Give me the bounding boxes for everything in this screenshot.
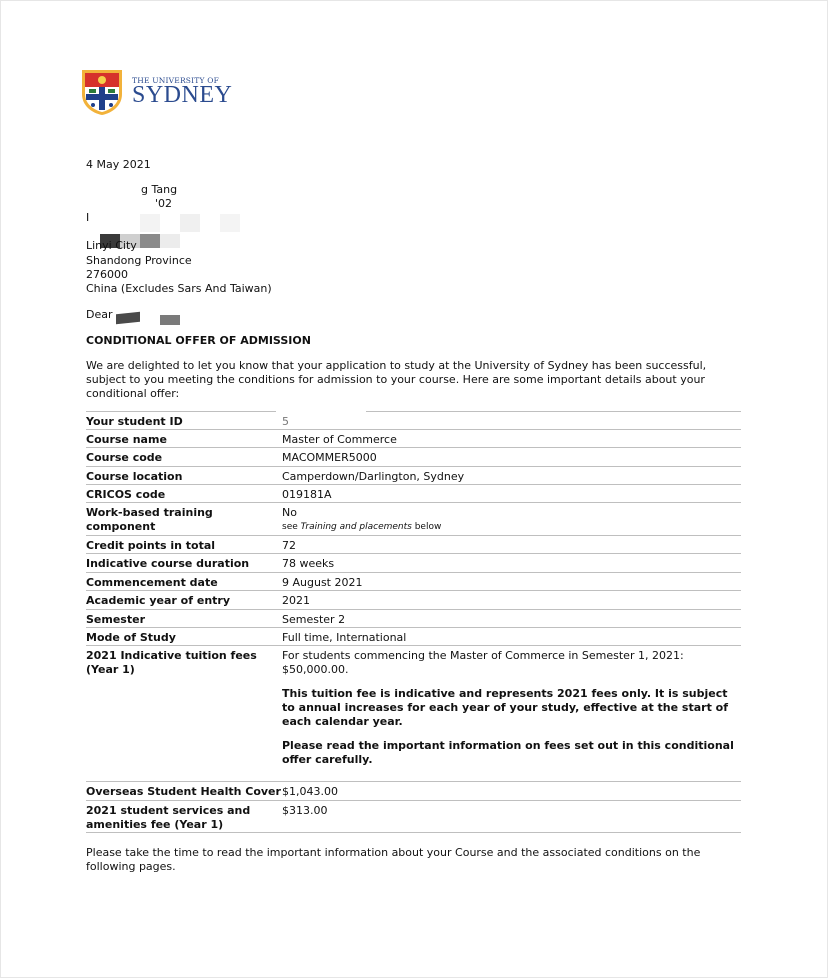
table-row bbox=[86, 781, 741, 799]
row-value: 5 bbox=[282, 415, 289, 428]
row-label: Mode of Study bbox=[86, 631, 176, 644]
country: China (Excludes Sars And Taiwan) bbox=[86, 282, 272, 295]
offer-heading: CONDITIONAL OFFER OF ADMISSION bbox=[86, 334, 311, 347]
redaction-block bbox=[140, 214, 160, 232]
postcode: 276000 bbox=[86, 268, 128, 281]
training-note bbox=[282, 520, 742, 534]
closing-paragraph: Please take the time to read the important information about your Course and the associated conditions on the following pages. bbox=[86, 846, 701, 873]
row-label: Overseas Student Health Cover bbox=[86, 785, 281, 798]
table-row bbox=[86, 572, 741, 590]
row-value: 9 August 2021 bbox=[282, 576, 363, 589]
row-value bbox=[282, 506, 742, 534]
table-bottom-line bbox=[86, 832, 741, 833]
university-crest-icon bbox=[80, 68, 124, 116]
training-note-prefix: see bbox=[282, 522, 301, 532]
letter-date: 4 May 2021 bbox=[86, 158, 151, 171]
row-label: 2021 student services and amenities fee (Year 1) bbox=[86, 804, 251, 831]
row-value: 78 weeks bbox=[282, 557, 335, 570]
logo-big-text: SYDNEY bbox=[132, 82, 233, 109]
redaction-block bbox=[160, 234, 180, 248]
table-row bbox=[86, 502, 741, 535]
training-note-link-text: Training and placements bbox=[300, 522, 412, 532]
row-label: 2021 Indicative tuition fees (Year 1) bbox=[86, 649, 257, 676]
row-label: Work-based training component bbox=[86, 506, 213, 533]
address-line-partial: '02 bbox=[155, 197, 173, 210]
table-row bbox=[86, 800, 741, 833]
row-label: Course name bbox=[86, 433, 167, 446]
table-row bbox=[86, 609, 741, 627]
tuition-fee-text: For students commencing the Master of Commerce in Semester 1, 2021: $50,000.00. bbox=[282, 649, 684, 676]
row-label: Course location bbox=[86, 470, 183, 483]
redaction-block bbox=[180, 214, 200, 232]
redaction-block bbox=[160, 315, 180, 325]
row-label: Your student ID bbox=[86, 415, 183, 428]
university-logo bbox=[80, 68, 232, 116]
offer-intro: We are delighted to let you know that your application to study at the University of Sydney has been successful, subject to you meeting the conditions for admission to your course. Here are some important details about your conditional offer: bbox=[86, 359, 707, 400]
row-value: 72 bbox=[282, 539, 296, 552]
table-row bbox=[86, 535, 741, 553]
row-label: Semester bbox=[86, 613, 145, 626]
table-row bbox=[86, 429, 741, 447]
table-row bbox=[86, 466, 741, 484]
city-partial: Linyi City bbox=[86, 239, 137, 252]
row-value: Camperdown/Darlington, Sydney bbox=[282, 470, 465, 483]
table-row bbox=[86, 627, 741, 645]
salutation: Dear bbox=[86, 308, 113, 321]
row-value: $313.00 bbox=[282, 804, 328, 817]
row-value: 019181A bbox=[282, 488, 332, 501]
row-label: Course code bbox=[86, 451, 163, 464]
tuition-fee-indicative-note: This tuition fee is indicative and represents 2021 fees only. It is subject to annual increases for each year of your study, effective at the start of each calendar year. bbox=[282, 687, 729, 728]
logo-small-text: THE UNIVERSITY OF bbox=[132, 75, 219, 85]
address-initial: I bbox=[86, 211, 90, 224]
redaction-block bbox=[220, 214, 240, 232]
row-value: Semester 2 bbox=[282, 613, 346, 626]
table-row bbox=[86, 447, 741, 465]
table-row bbox=[86, 411, 741, 429]
table-row bbox=[86, 484, 741, 502]
redaction-block bbox=[276, 406, 366, 414]
row-value: 2021 bbox=[282, 594, 310, 607]
row-value bbox=[282, 649, 742, 767]
province: Shandong Province bbox=[86, 254, 192, 267]
tuition-fee-read-note: Please read the important information on fees set out in this conditional offer carefully. bbox=[282, 739, 734, 766]
row-label: Academic year of entry bbox=[86, 594, 230, 607]
work-based-value: No bbox=[282, 506, 297, 519]
row-label: Indicative course duration bbox=[86, 557, 250, 570]
row-value: $1,043.00 bbox=[282, 785, 338, 798]
row-value: MACOMMER5000 bbox=[282, 451, 377, 464]
row-value: Full time, International bbox=[282, 631, 407, 644]
table-row bbox=[86, 553, 741, 571]
row-label: Credit points in total bbox=[86, 539, 216, 552]
training-note-suffix: below bbox=[411, 522, 442, 532]
table-row bbox=[86, 645, 741, 781]
recipient-name: g Tang bbox=[141, 183, 178, 196]
table-row bbox=[86, 590, 741, 608]
row-value: Master of Commerce bbox=[282, 433, 397, 446]
redaction-block bbox=[140, 234, 160, 248]
row-label: Commencement date bbox=[86, 576, 218, 589]
row-label: CRICOS code bbox=[86, 488, 166, 501]
